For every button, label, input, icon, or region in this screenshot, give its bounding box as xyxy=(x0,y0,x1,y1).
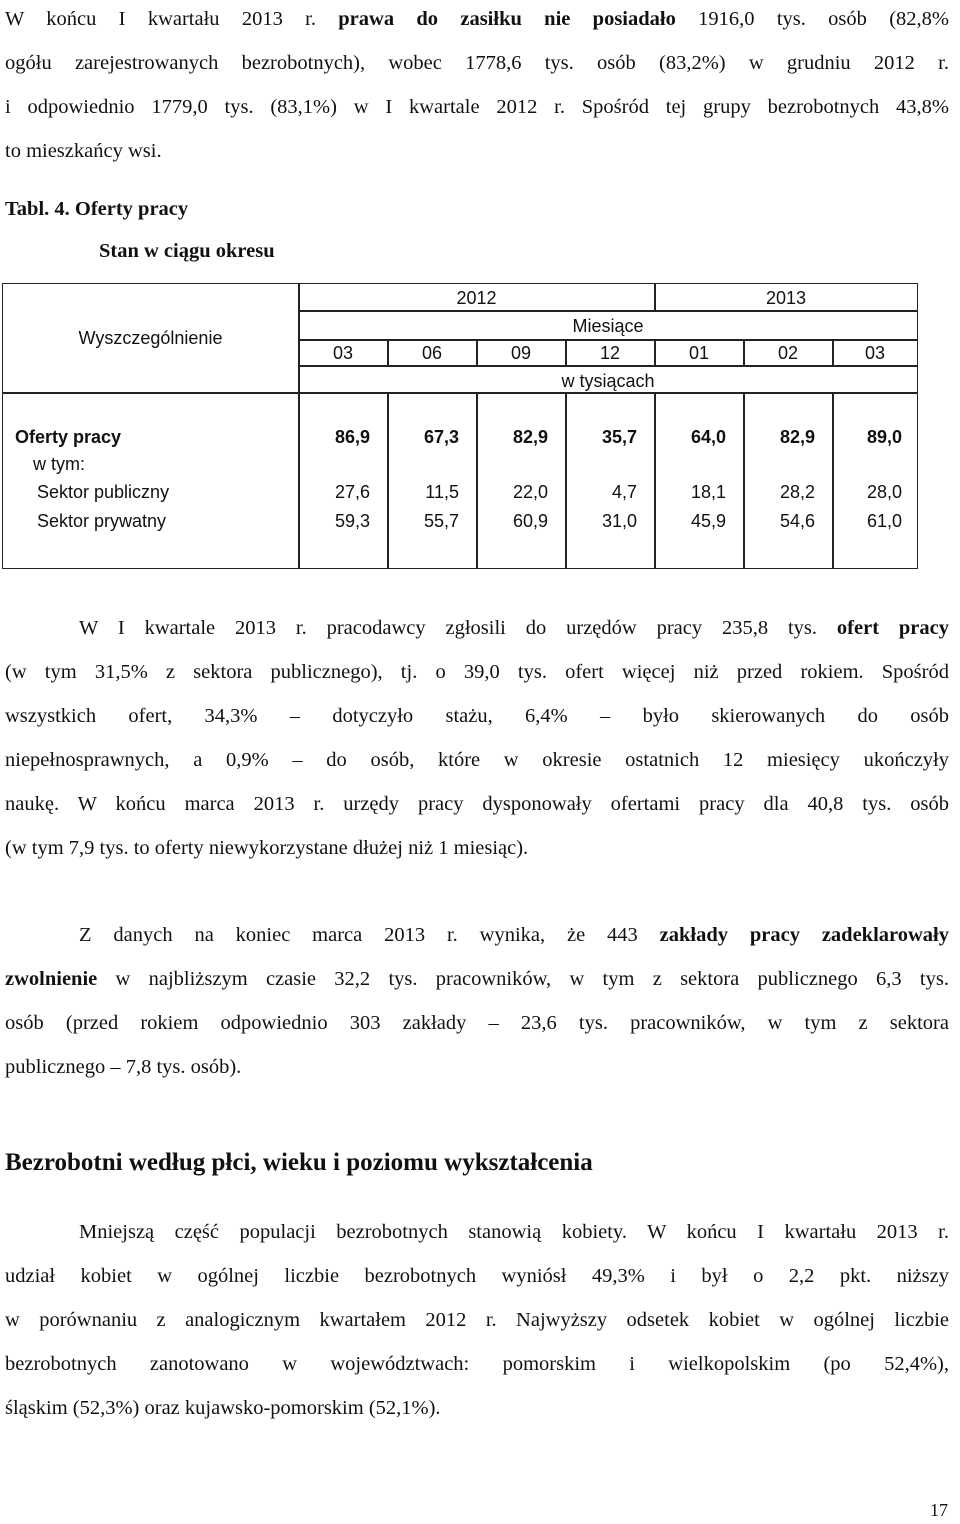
table-cell: 28,0 xyxy=(866,482,902,502)
page-number: 17 xyxy=(930,1500,948,1520)
para2-line-2: (w tym 31,5% z sektora publicznego), tj. o 39,0 tys. ofert więcej niż przed rokiem. Spośród xyxy=(5,661,949,683)
section-heading: Bezrobotni według płci, wieku i poziomu wykształcenia xyxy=(5,1149,593,1176)
table-cell: 61,0 xyxy=(866,511,902,531)
para4-line-1: Mniejszą część populacji bezrobotnych stanowią kobiety. W końcu I kwartału 2013 r. xyxy=(79,1221,949,1243)
body-col-div-4 xyxy=(654,392,656,568)
year-2012: 2012 xyxy=(456,288,497,308)
table-months-top xyxy=(298,339,917,341)
month-header: 03 xyxy=(332,343,354,363)
para2-line-1: W I kwartale 2013 r. pracodawcy zgłosili do urzędów pracy 235,8 tys. ofert pracy xyxy=(79,617,950,639)
para4-line-4: bezrobotnych zanotowano w województwach: pomorskim i wielkopolskim (po 52,4%), xyxy=(5,1353,949,1375)
body-col-div-3 xyxy=(565,392,567,568)
table-cell: 86,9 xyxy=(334,427,370,447)
month-header: 12 xyxy=(599,343,621,363)
unit-label: w tysiącach xyxy=(561,371,655,391)
table-cell: 67,3 xyxy=(423,427,459,447)
year-2013: 2013 xyxy=(765,288,807,308)
month-header: 03 xyxy=(864,343,886,363)
para1-line-4: to mieszkańcy wsi. xyxy=(5,140,162,162)
table-year-divider xyxy=(298,310,917,312)
table-months-bottom xyxy=(298,365,917,367)
table-cell: 27,6 xyxy=(334,482,370,502)
stub-header: Wyszczególnienie xyxy=(78,328,223,348)
table-subcaption: Stan w ciągu okresu xyxy=(99,240,275,262)
para1-line-2: ogółu zarejestrowanych bezrobotnych), wobec 1778,6 tys. osób (83,2%) w grudniu 2012 r. xyxy=(5,52,949,74)
table-cell: 35,7 xyxy=(601,427,637,447)
paragraph-2 xyxy=(5,606,949,870)
table-cell: 11,5 xyxy=(425,482,459,502)
para2-line-5: naukę. W końcu marca 2013 r. urzędy pracy dysponowały ofertami pracy dla 40,8 tys. osób xyxy=(5,793,949,815)
table-cell: 55,7 xyxy=(423,511,459,531)
para2-line-6: (w tym 7,9 tys. to oferty niewykorzystane dłużej niż 1 miesiąc). xyxy=(5,837,529,859)
table-cell: 31,0 xyxy=(601,511,637,531)
table-header-divider xyxy=(3,392,917,394)
para4-line-2: udział kobiet w ogólnej liczbie bezrobotnych wyniósł 49,3% i był o 2,2 pkt. niższy xyxy=(5,1265,949,1287)
table-caption: Tabl. 4. Oferty pracy xyxy=(5,198,189,220)
paragraph-3 xyxy=(5,913,949,1089)
table-cell: 54,6 xyxy=(779,511,815,531)
paragraph-1 xyxy=(5,0,949,173)
para1-line-1: W końcu I kwartału 2013 r. prawa do zasiłku nie posiadało 1916,0 tys. osób (82,8% xyxy=(5,8,949,30)
table-cell: 18,1 xyxy=(690,482,726,502)
month-header: 01 xyxy=(688,343,710,363)
month-header: 06 xyxy=(421,343,443,363)
row-label-oferty: Oferty pracy xyxy=(15,427,122,447)
table-cell: 28,2 xyxy=(779,482,815,502)
table-cell: 60,9 xyxy=(512,511,548,531)
months-label: Miesiące xyxy=(572,316,644,336)
month-header: 09 xyxy=(510,343,532,363)
offers-table xyxy=(2,283,918,569)
para4-line-3: w porównaniu z analogicznym kwartałem 2012 r. Najwyższy odsetek kobiet w ogólnej liczbie xyxy=(5,1309,949,1331)
table-cell: 64,0 xyxy=(690,427,726,447)
table-cell: 45,9 xyxy=(690,511,726,531)
para3-line-2: zwolnienie w najbliższym czasie 32,2 tys. pracowników, w tym z sektora publicznego 6,3 tys. xyxy=(5,968,949,990)
para1-line-3: i odpowiednio 1779,0 tys. (83,1%) w I kwartale 2012 r. Spośród tej grupy bezrobotnych 43,8% xyxy=(5,96,949,118)
table-cell: 22,0 xyxy=(512,482,548,502)
body-col-div-5 xyxy=(743,392,745,568)
table-cell: 89,0 xyxy=(866,427,902,447)
paragraph-4 xyxy=(5,1210,949,1430)
para2-line-3: wszystkich ofert, 34,3% – dotyczyło stażu, 6,4% – było skierowanych do osób xyxy=(5,705,949,727)
para2-line-4: niepełnosprawnych, a 0,9% – do osób, które w okresie ostatnich 12 miesięcy ukończyły xyxy=(5,749,949,771)
row-label-prywatny: Sektor prywatny xyxy=(37,511,167,531)
month-header: 02 xyxy=(777,343,799,363)
table-cell: 59,3 xyxy=(334,511,370,531)
para3-line-1: Z danych na koniec marca 2013 r. wynika, że 443 zakłady pracy zadeklarowały xyxy=(79,924,949,946)
para3-line-4: publicznego – 7,8 tys. osób). xyxy=(5,1056,242,1078)
body-col-div-2 xyxy=(476,392,478,568)
body-col-div-6 xyxy=(832,392,834,568)
row-label-w-tym: w tym: xyxy=(33,454,85,474)
table-cell: 4,7 xyxy=(611,482,637,502)
row-label-publiczny: Sektor publiczny xyxy=(37,482,170,502)
para3-line-3: osób (przed rokiem odpowiednio 303 zakłady – 23,6 tys. pracowników, w tym z sektora xyxy=(5,1012,949,1034)
para4-line-5: śląskim (52,3%) oraz kujawsko-pomorskim (52,1%). xyxy=(5,1397,441,1419)
body-col-div-1 xyxy=(387,392,389,568)
table-cell: 82,9 xyxy=(512,427,548,447)
table-cell: 82,9 xyxy=(779,427,815,447)
